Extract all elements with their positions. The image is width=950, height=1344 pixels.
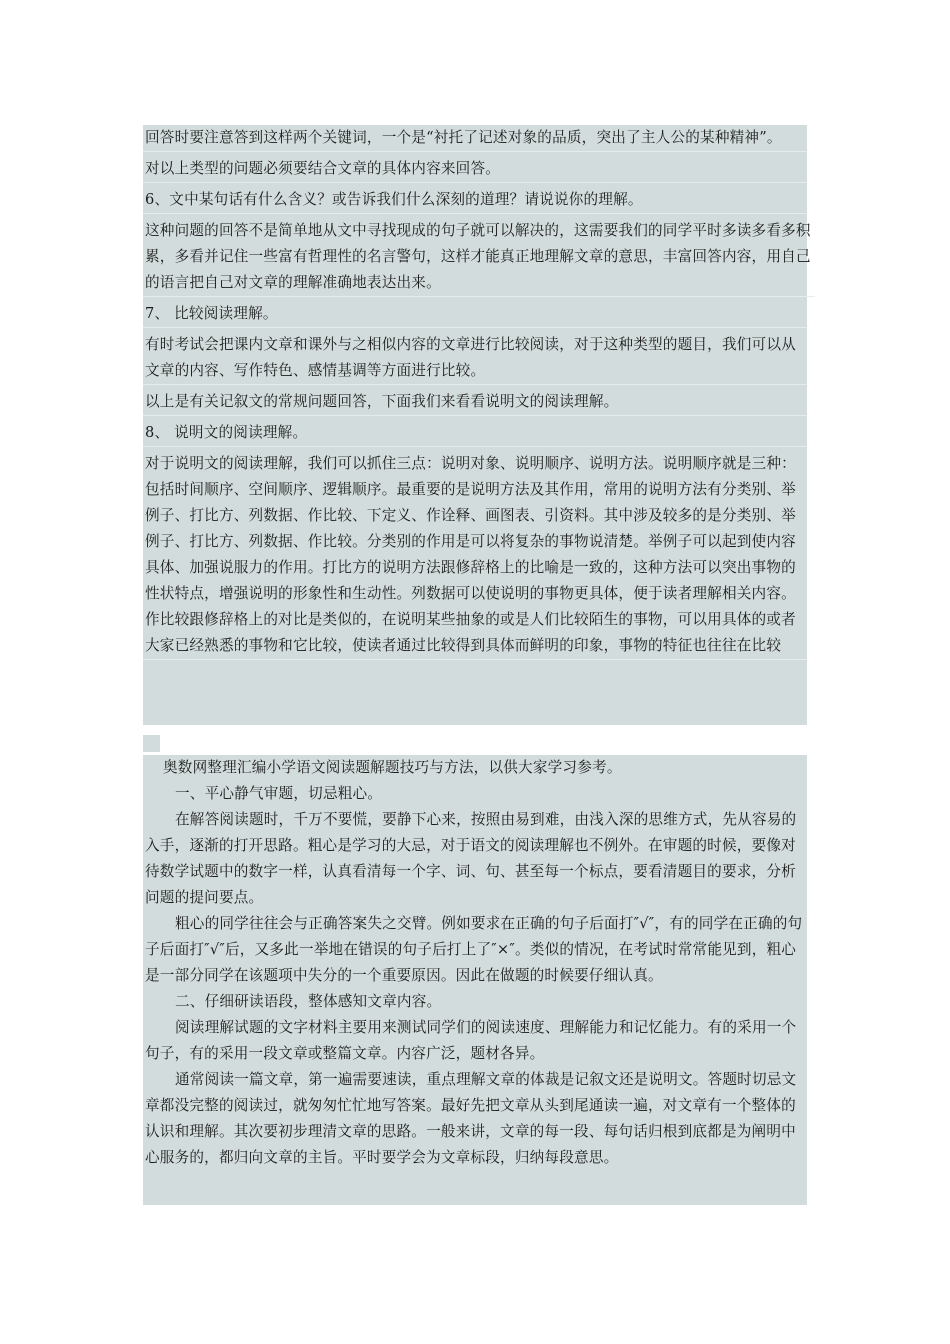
heading-item-7: 7、 比较阅读理解。 [143,301,807,328]
paragraph-keywords: 回答时要注意答到这样两个关键词，一个是“衬托了记述对象的品质，突出了主人公的某种精神”。 [143,125,807,152]
paragraph-item-8-answer: 对于说明文的阅读理解，我们可以抓住三点：说明对象、说明顺序、说明方法。说明顺序就是三种：包括时间顺序、空间顺序、逻辑顺序。最重要的是说明方法及其作用，常用的说明方法有分类别、举例子、打比方、列数据、作比较、下定义、作诠释、画图表、引资料。其中涉及较多的是分类别、举例子、打比方、列数据、作比较。分类别的作用是可以将复杂的事物说清楚。举例子可以起到使内容具体、加强说服力的作用。打比方的说明方法跟修辞格上的比喻是一致的，这种方法可以突出事物的性状特点，增强说明的形象性和生动性。列数据可以使说明的事物更具体，便于读者理解相关内容。作比较跟修辞格上的对比是类似的，在说明某些抽象的或是人们比较陌生的事物，可以用具体的或者大家已经熟悉的事物和它比较，使读者通过比较得到具体而鲜明的印象，事物的特征也往往在比较 [143,451,807,660]
paragraph-item-7-answer: 有时考试会把课内文章和课外与之相似内容的文章进行比较阅读，对于这种类型的题目，我们可以从文章的内容、写作特色、感情基调等方面进行比较。 [143,332,807,385]
paragraph-section-two-b: 通常阅读一篇文章，第一遍需要速读，重点理解文章的体裁是记叙文还是说明文。答题时切忌文章都没完整的阅读过，就匆匆忙忙地写答案。最好先把文章从头到尾通读一遍，对文章有一个整体的认识和理解。其次要初步理清文章的思路。一般来讲，文章的每一段、每句话归根到底都是为阐明中心服务的，都归向文章的主旨。平时要学会为文章标段，归纳每段意思。 [145,1071,797,1166]
heading-item-8: 8、 说明文的阅读理解。 [143,420,807,447]
paragraph-section-one-a: 在解答阅读题时，千万不要慌，要静下心来，按照由易到难，由浅入深的思维方式，先从容易的入手，逐渐的打开思路。粗心是学习的大忌，对于语文的阅读理解也不例外。在审题的时候，要像对待数学试题中的数字一样，认真看清每一个字、词、句、甚至每一个标点，要看清题目的要求，分析问题的提问要点。 [145,811,797,906]
heading-item-6: 6、文中某句话有什么含义？或告诉我们什么深刻的道理？请说说你的理解。 [143,187,807,214]
content-block-reading-methods [143,755,807,1205]
paragraph-item-6-answer: 这种问题的回答不是简单地从文中寻找现成的句子就可以解决的，这需要我们的同学平时多读多看多积累，多看并记住一些富有哲理性的名言警句，这样才能真正地理解文章的意思，丰富回答内容，用自己的语言把自己对文章的理解准确地表达出来。 [143,218,815,297]
image-placeholder-icon [143,735,160,752]
content-block-reading-tips [143,125,811,725]
paragraph-intro: 奥数网整理汇编小学语文阅读题解题技巧与方法，以供大家学习参考。 [163,759,622,776]
paragraph-section-one-b: 粗心的同学往往会与正确答案失之交臂。例如要求在正确的句子后面打″√″，有的同学在正确的句子后面打″√″后，又多此一举地在错误的句子后打上了″×″。类似的情况，在考试时常常能见到，粗心是一部分同学在该题项中失分的一个重要原因。因此在做题的时候要仔细认真。 [145,915,803,984]
heading-section-two: 二、仔细研读语段，整体感知文章内容。 [175,993,442,1010]
paragraph-combine-content: 对以上类型的问题必须要结合文章的具体内容来回答。 [143,156,807,183]
paragraph-section-two-a: 阅读理解试题的文字材料主要用来测试同学们的阅读速度、理解能力和记忆能力。有的采用一个句子，有的采用一段文章或整篇文章。内容广泛，题材各异。 [145,1019,797,1062]
paragraph-transition: 以上是有关记叙文的常规问题回答，下面我们来看看说明文的阅读理解。 [143,389,807,416]
heading-section-one: 一、平心静气审题，切忌粗心。 [175,785,383,802]
